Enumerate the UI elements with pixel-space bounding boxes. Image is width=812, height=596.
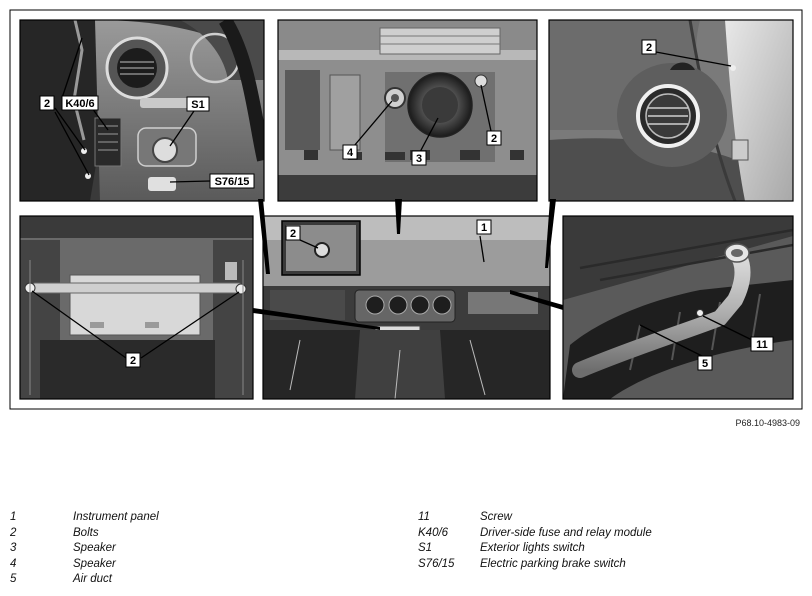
legend-text: Driver-side fuse and relay module: [480, 526, 652, 539]
callout-tl-3: S76/15: [214, 176, 250, 188]
legend-key: K40/6: [418, 526, 449, 539]
callout-tl-2: S1: [191, 99, 205, 111]
legend-text: Instrument panel: [73, 511, 159, 523]
panel-top-middle: [278, 20, 537, 201]
callout-bm-1: 1: [480, 222, 488, 234]
panel-bottom-middle: [263, 216, 550, 399]
figure-code: P68.10-4983-09: [735, 418, 800, 428]
panel-bottom-right: [563, 216, 793, 399]
panel-top-right: [549, 20, 793, 201]
legend-text: Screw: [480, 511, 512, 523]
legend-row: [418, 541, 652, 557]
legend-key: 3: [10, 542, 17, 554]
legend-text: Electric parking brake switch: [480, 557, 626, 570]
callout-bl-0: 2: [129, 355, 137, 367]
legend-key: S76/15: [418, 557, 455, 570]
callout-br-0: 11: [756, 339, 768, 351]
legend-key: 1: [10, 511, 17, 523]
callout-tm-2: 2: [490, 133, 498, 145]
legend-key: 11: [418, 511, 430, 523]
legend-text: Exterior lights switch: [480, 542, 585, 554]
legend-key: 2: [10, 526, 17, 539]
callout-bm-0: 2: [289, 228, 297, 240]
legend-key: 5: [10, 573, 17, 585]
callout-tr-0: 2: [645, 42, 653, 54]
legend-key: 4: [10, 557, 17, 570]
panel-bottom-left: [20, 216, 253, 399]
legend-row: [10, 557, 159, 573]
legend-text: Speaker: [73, 542, 116, 554]
legend-text: Air duct: [73, 573, 112, 585]
legend-row: [418, 510, 652, 526]
callout-tm-1: 3: [415, 153, 423, 165]
callouts-top-right: [642, 40, 656, 54]
legend-row: [10, 510, 159, 526]
legend-text: Bolts: [73, 526, 99, 539]
callout-tm-0: 4: [346, 147, 354, 159]
legend-text: Speaker: [73, 557, 116, 570]
callout-tl-0: 2: [43, 98, 51, 110]
legend-key: S1: [418, 542, 433, 554]
legend-left: [10, 510, 159, 588]
legend-row: [10, 526, 159, 542]
callout-br-1: 5: [701, 358, 709, 370]
legend-row: [418, 557, 652, 573]
legend-row: [10, 572, 159, 588]
legend-right: [418, 510, 652, 572]
legend-row: [418, 526, 652, 542]
callout-tl-1: K40/6: [65, 98, 95, 110]
callouts-bottom-left: [126, 353, 140, 367]
legend-row: [10, 541, 159, 557]
